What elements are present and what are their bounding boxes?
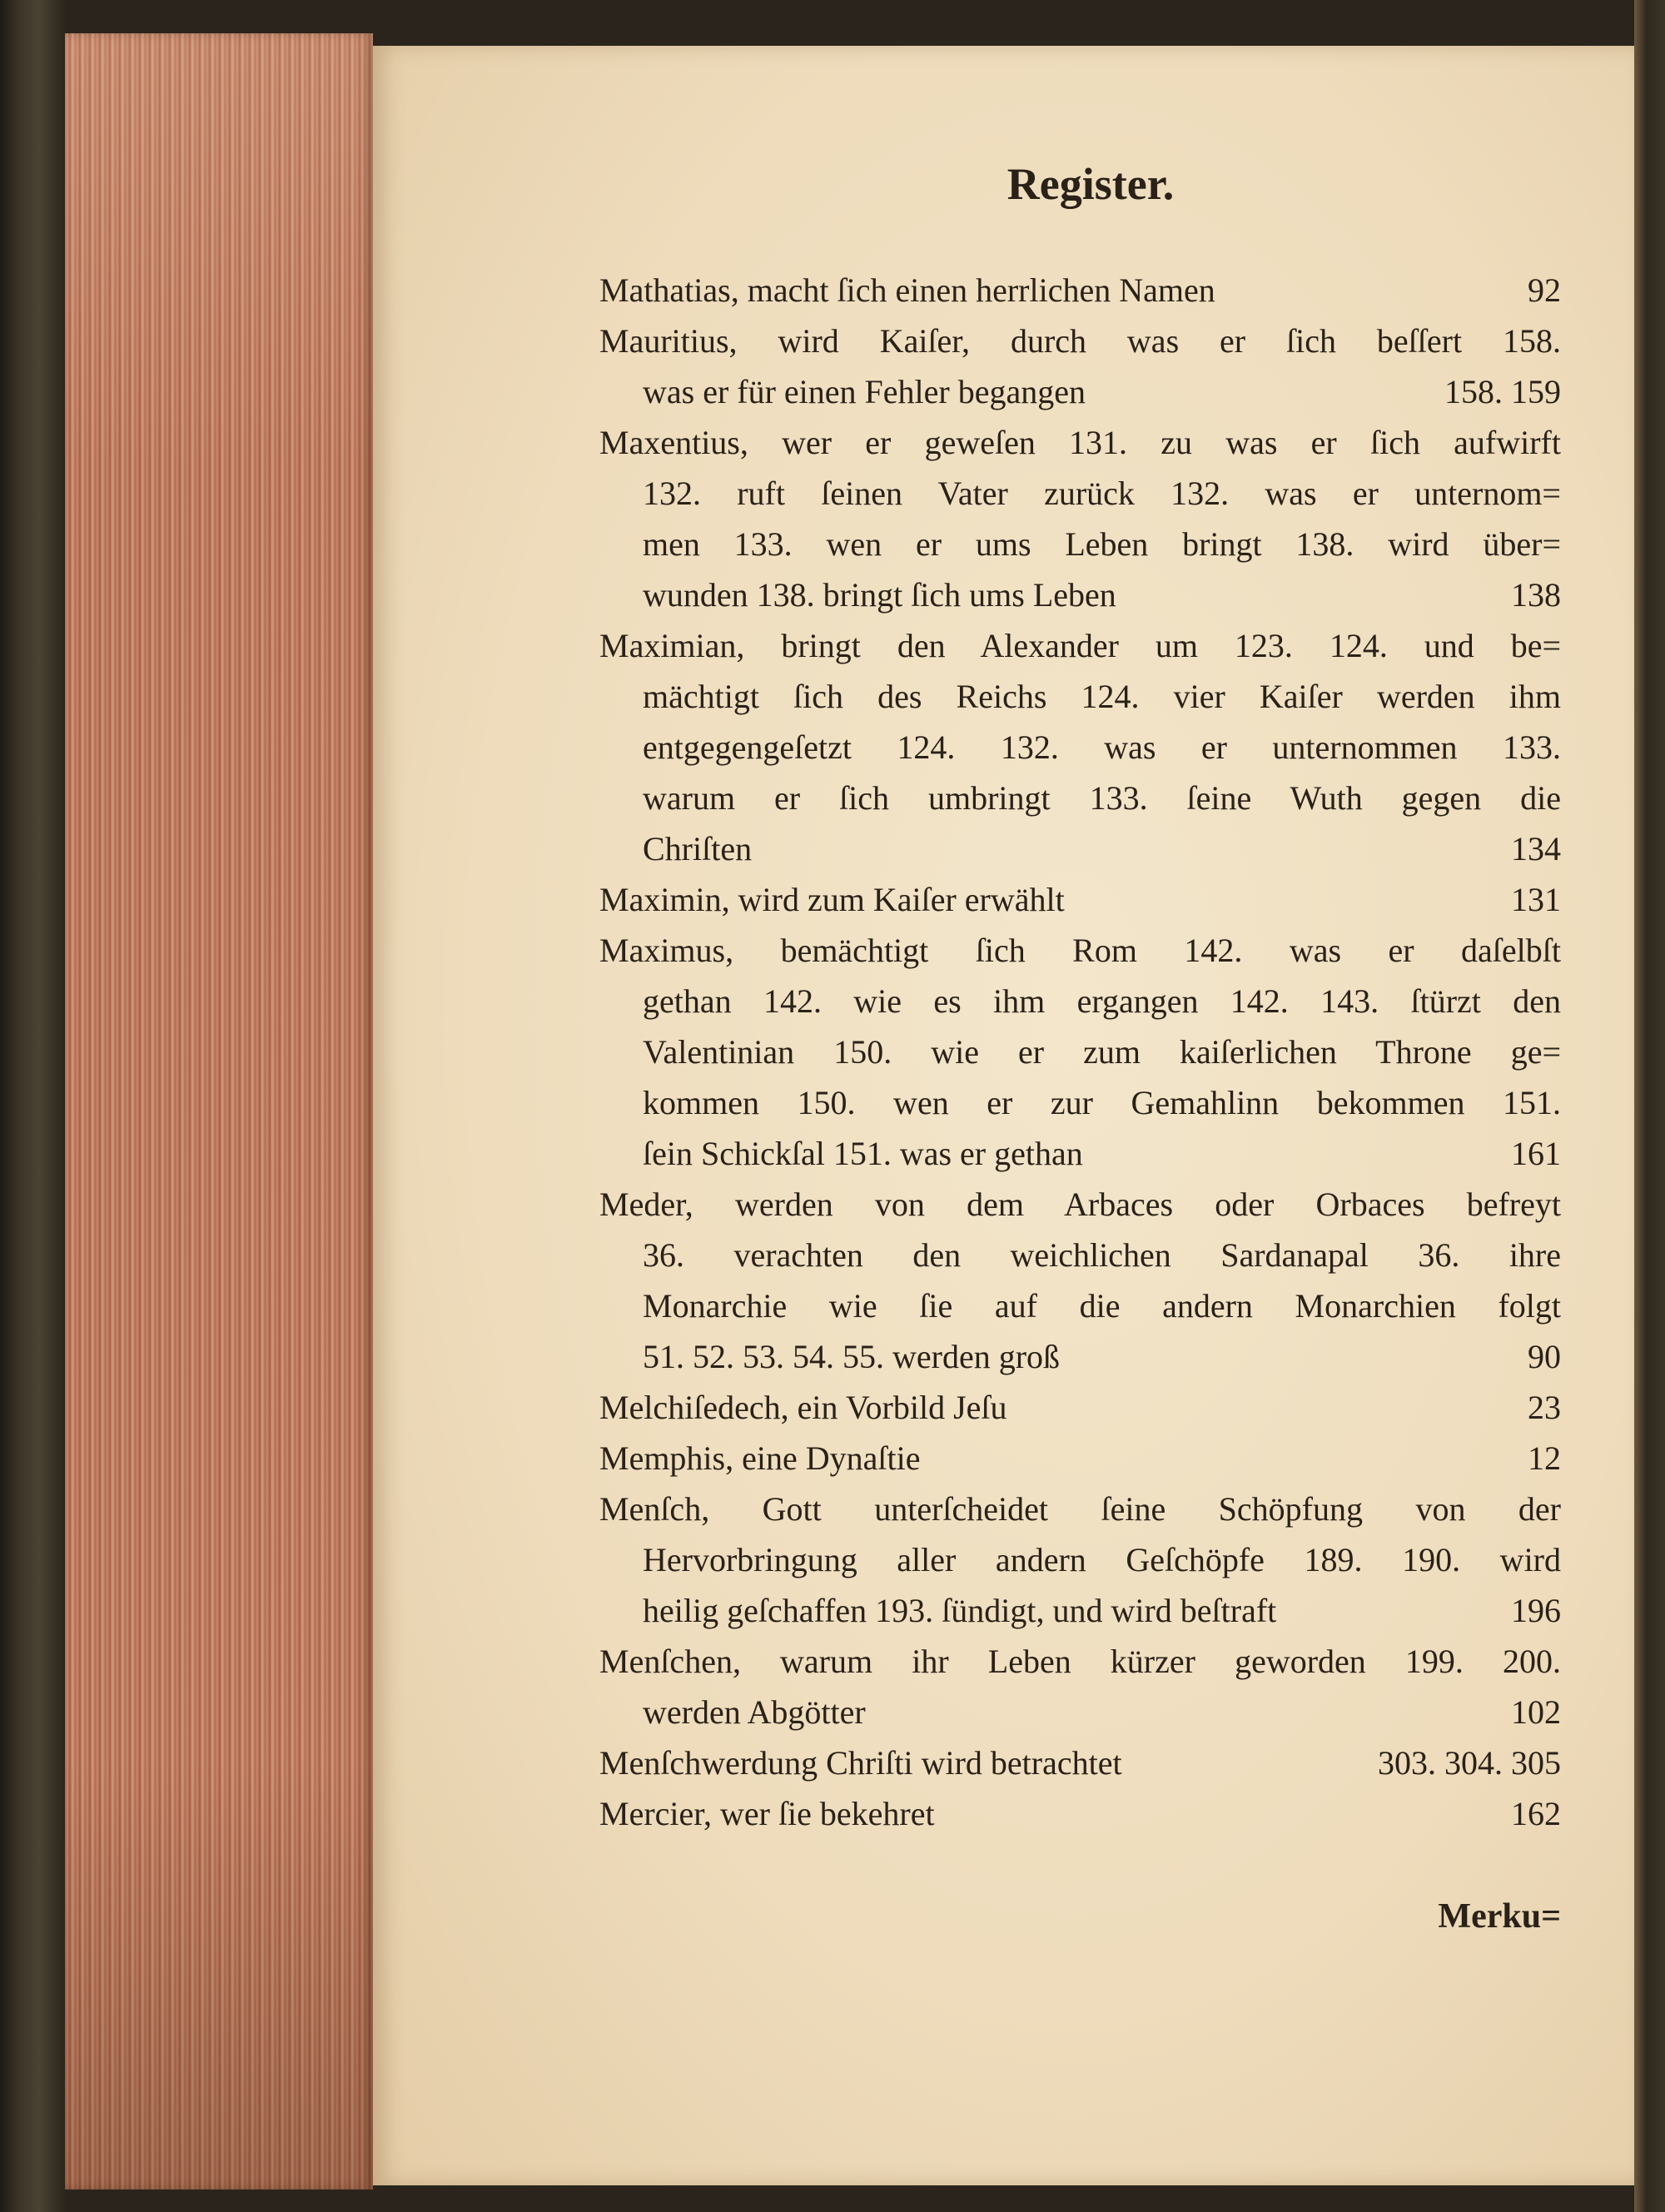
- index-entry: [599, 1382, 1561, 1433]
- page-edges: [65, 33, 373, 2190]
- index-line-text: werden Abgötter: [643, 1693, 866, 1731]
- index-line-text: 36. verachten den weichlichen Sardanapal 36. ihre: [643, 1236, 1561, 1274]
- index-line-text: Hervorbringung aller andern Geſchöpfe 189. 190. wird: [643, 1541, 1561, 1578]
- index-line-text: Meder, werden von dem Arbaces oder Orbaces befreyt: [599, 1186, 1561, 1223]
- index-line-text: warum er ſich umbringt 133. ſeine Wuth gegen die: [643, 779, 1561, 817]
- index-line-text: Mathatias, macht ſich einen herrlichen Namen: [599, 271, 1215, 309]
- index-line: [599, 671, 1561, 722]
- page-reference: 131: [1511, 881, 1561, 918]
- index-line-text: 51. 52. 53. 54. 55. werden groß: [643, 1338, 1061, 1375]
- index-line: [599, 1128, 1561, 1179]
- index-line: [599, 1484, 1561, 1534]
- page-reference: 303. 304. 305: [1378, 1744, 1561, 1782]
- index-line: [599, 773, 1561, 823]
- index-line-text: Mercier, wer ſie bekehret: [599, 1795, 935, 1832]
- page-reference: 162: [1511, 1795, 1561, 1832]
- book-cover-left: [0, 0, 65, 2212]
- index-line: [599, 1585, 1561, 1636]
- index-line-text: Maximus, bemächtigt ſich Rom 142. was er daſelbſt: [599, 932, 1561, 969]
- index-line-text: Maxentius, wer er geweſen 131. zu was er ſich aufwirft: [599, 424, 1561, 461]
- index-line: [599, 1077, 1561, 1128]
- index-line-text: Monarchie wie ſie auf die andern Monarchien folgt: [643, 1287, 1561, 1325]
- index-line-text: Menſchen, warum ihr Leben kürzer geworden 199. 200.: [599, 1643, 1561, 1680]
- index-line: [599, 1737, 1561, 1788]
- catchword: Merku=: [1438, 1897, 1561, 1936]
- index-line-text: 132. ruft ſeinen Vater zurück 132. was er unternom=: [643, 475, 1561, 512]
- index-line-text: entgegengeſetzt 124. 132. was er unternommen 133.: [643, 728, 1561, 766]
- page-reference: 134: [1511, 830, 1561, 867]
- index-line-text: Menſchwerdung Chriſti wird betrachtet: [599, 1744, 1122, 1782]
- page-title: Register.: [1006, 159, 1175, 209]
- register-index: [599, 265, 1561, 1839]
- index-line: [599, 1636, 1561, 1687]
- page-reference: 92: [1528, 271, 1561, 309]
- index-line-text: kommen 150. wen er zur Gemahlinn bekommen 151.: [643, 1084, 1561, 1121]
- index-line: [599, 316, 1561, 366]
- index-entry: [599, 265, 1561, 316]
- index-entry: [599, 417, 1561, 620]
- book-cover-right: [1634, 0, 1665, 2212]
- index-line-text: ſein Schickſal 151. was er gethan: [643, 1135, 1083, 1172]
- page-reference: 23: [1528, 1389, 1561, 1426]
- index-line: [599, 569, 1561, 620]
- index-line-text: mächtigt ſich des Reichs 124. vier Kaiſer werden ihm: [643, 678, 1561, 715]
- index-line-text: Menſch, Gott unterſcheidet ſeine Schöpfung von der: [599, 1490, 1561, 1528]
- index-entry: [599, 925, 1561, 1179]
- index-line: [599, 519, 1561, 569]
- index-line: [599, 620, 1561, 671]
- index-entry: [599, 1737, 1561, 1788]
- index-line-text: Maximian, bringt den Alexander um 123. 124. und be=: [599, 627, 1561, 664]
- index-line: [599, 976, 1561, 1026]
- index-line-text: heilig geſchaffen 193. ſündigt, und wird beſtraft: [643, 1592, 1277, 1629]
- index-line: [599, 1280, 1561, 1331]
- page-reference: 138: [1511, 576, 1561, 614]
- index-line: [599, 1179, 1561, 1230]
- index-entry: [599, 874, 1561, 925]
- index-line: [599, 1687, 1561, 1737]
- index-entry: [599, 1636, 1561, 1737]
- index-line-text: Memphis, eine Dynaſtie: [599, 1439, 921, 1477]
- index-line: [599, 823, 1561, 874]
- index-line: [599, 1433, 1561, 1484]
- index-line-text: gethan 142. wie es ihm ergangen 142. 143. ſtürzt den: [643, 982, 1561, 1020]
- index-line: [599, 265, 1561, 316]
- index-line: [599, 1534, 1561, 1585]
- page-reference: 90: [1528, 1338, 1561, 1375]
- index-entry: [599, 316, 1561, 417]
- page-reference: 196: [1511, 1592, 1561, 1629]
- index-line-text: Mauritius, wird Kaiſer, durch was er ſich beſſert 158.: [599, 322, 1561, 360]
- index-line-text: Valentinian 150. wie er zum kaiſerlichen Throne ge=: [643, 1033, 1561, 1071]
- index-line: [599, 1331, 1561, 1382]
- index-line: [599, 366, 1561, 417]
- page-reference: 161: [1511, 1135, 1561, 1172]
- index-line-text: Maximin, wird zum Kaiſer erwählt: [599, 881, 1065, 918]
- index-line: [599, 1230, 1561, 1280]
- index-line: [599, 722, 1561, 773]
- index-line-text: wunden 138. bringt ſich ums Leben: [643, 576, 1116, 614]
- index-entry: [599, 1433, 1561, 1484]
- index-line: [599, 1788, 1561, 1839]
- page-reference: 12: [1528, 1439, 1561, 1477]
- index-line: [599, 1026, 1561, 1077]
- page-reference: 158. 159: [1444, 373, 1561, 410]
- index-line-text: Melchiſedech, ein Vorbild Jeſu: [599, 1389, 1007, 1426]
- index-line: [599, 874, 1561, 925]
- index-line-text: Chriſten: [643, 830, 753, 867]
- index-line: [599, 925, 1561, 976]
- index-entry: [599, 1788, 1561, 1839]
- index-entry: [599, 620, 1561, 874]
- index-entry: [599, 1484, 1561, 1636]
- index-line: [599, 1382, 1561, 1433]
- index-line-text: was er für einen Fehler begangen: [643, 373, 1086, 410]
- index-line: [599, 417, 1561, 468]
- index-entry: [599, 1179, 1561, 1382]
- index-line: [599, 468, 1561, 519]
- page-reference: 102: [1511, 1693, 1561, 1731]
- index-line-text: men 133. wen er ums Leben bringt 138. wird über=: [643, 525, 1561, 563]
